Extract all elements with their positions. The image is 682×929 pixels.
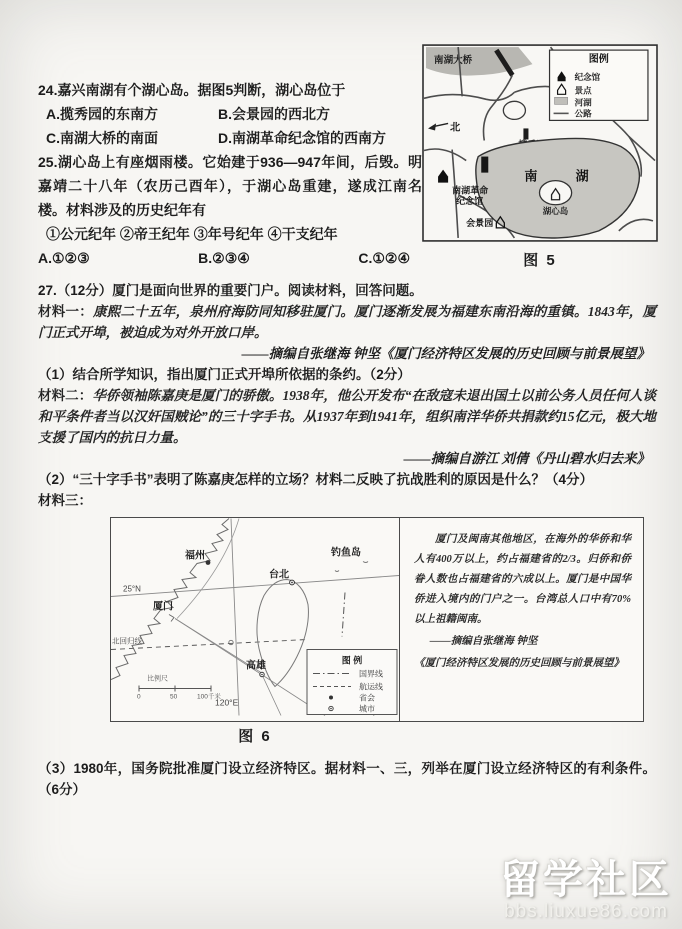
legend-city-icon-dot xyxy=(330,708,332,710)
q25-option-b: B.②③④ xyxy=(198,250,250,266)
q25-stem: 25.湖心岛上有座烟雨楼。它始建于936—947年间，后毁。明嘉靖二十八年（农历己酉年），于湖心岛重建，遂成江南名楼。材料涉及的历史纪年有 xyxy=(38,154,422,218)
huijingyuan-label: 会景园 xyxy=(466,217,494,228)
watermark-title: 留学社区 xyxy=(500,858,672,902)
material-1 xyxy=(38,301,656,343)
fujian-taiwan-map xyxy=(111,518,399,716)
material-3-source: ——摘编自张继海 钟坚 xyxy=(429,636,538,647)
scale-0: 0 xyxy=(137,693,141,701)
xiamen-label: 厦门 xyxy=(153,601,173,613)
q24-option-c: C.南湖大桥的南面 xyxy=(46,130,158,146)
scale-100: 100千米 xyxy=(197,693,221,701)
building-mark xyxy=(523,128,528,139)
map6-legend-title: 图 例 xyxy=(341,655,363,666)
q24-option-d: D.南湖革命纪念馆的西南方 xyxy=(218,130,386,146)
lat-25n-label: 25°N xyxy=(123,584,141,594)
material-1-source: ——摘编自张继海 钟坚《厦门经济特区发展的历史回顾与前景展望》 xyxy=(241,346,650,361)
material-2 xyxy=(38,385,656,448)
top-section xyxy=(0,0,682,270)
q25-options-row xyxy=(38,246,410,270)
figure6 xyxy=(110,517,644,722)
material-1-label: 材料一： xyxy=(38,304,93,319)
lake-label-left: 南 xyxy=(524,168,538,184)
figure5 xyxy=(422,44,658,270)
q24-stem: 24.嘉兴南湖有个湖心岛。据图5判断，湖心岛位于 xyxy=(38,82,346,98)
material-2-source: ——摘编自游江 刘倩《丹山碧水归去来》 xyxy=(403,451,650,466)
bridge-label: 南湖大桥 xyxy=(434,55,473,67)
taipei-marker-dot xyxy=(291,582,293,584)
q24-options-row1 xyxy=(38,102,422,126)
kaohsiung-marker-dot xyxy=(261,674,263,676)
q24-option-b: B.会景园的西北方 xyxy=(218,106,330,122)
q27-sub2: （2）“三十字手书”表明了陈嘉庚怎样的立场？材料二反映了抗战胜利的原因是什么？（4分） xyxy=(38,472,594,487)
pond xyxy=(503,101,525,119)
q27-sub3: （3）1980年，国务院批准厦门设立经济特区。据材料一、三，列举在厦门设立经济特区的有利条件。（6分） xyxy=(38,761,656,797)
material-2-label: 材料二： xyxy=(38,388,93,403)
map5-legend-title: 图例 xyxy=(588,54,609,66)
question-27 xyxy=(38,280,656,511)
watermark-url: bbs.liuxue86.com xyxy=(504,901,668,922)
q24-options-row2 xyxy=(38,126,422,150)
figure6-caption: 图 6 xyxy=(238,728,272,745)
q24-option-a: A.揽秀园的东南方 xyxy=(46,106,158,122)
kaohsiung-label: 高雄 xyxy=(246,660,266,672)
q25-items: ①公元纪年 ②帝王纪年 ③年号纪年 ④干支纪年 xyxy=(46,226,338,242)
material-3-label: 材料三： xyxy=(38,493,92,508)
island-label: 湖心岛 xyxy=(542,205,569,216)
legend-water-label: 河湖 xyxy=(574,97,592,108)
legend-memorial-label: 纪念馆 xyxy=(574,72,601,83)
material-1-text: 康熙二十五年，泉州府海防同知移驻厦门。厦门逐渐发展为福建东南沿海的重镇。1843年，厦门正式开埠，被迫成为对外开放口岸。 xyxy=(38,304,657,340)
q25-option-a: A.①②③ xyxy=(38,250,90,266)
q27-stem: 27.（12分）厦门是面向世界的重要门户。阅读材料，回答问题。 xyxy=(38,283,423,298)
material-3-text: 厦门及闽南其他地区，在海外的华侨和华人有400万以上，约占福建省的2/3。归侨和侨眷人数也占福建省的六成以上。厦门是中国华侨进入境内的门户之一。台湾总人口中有70%以上祖籍闽南。 xyxy=(414,534,631,625)
legend-shipping-label: 航运线 xyxy=(359,682,383,692)
legend-capital-icon xyxy=(329,696,333,700)
lake-label-right: 湖 xyxy=(575,168,589,184)
scale-50: 50 xyxy=(170,693,178,701)
q27-sub1: （1）结合所学知识，指出厦门正式开埠所依据的条约。（2分） xyxy=(38,367,411,382)
fuzhou-marker xyxy=(206,560,211,565)
diaoyu-label: 钓鱼岛 xyxy=(331,547,361,559)
questions-24-25 xyxy=(38,44,422,270)
legend-scenic-label: 景点 xyxy=(574,85,592,96)
legend-road-label: 公路 xyxy=(574,108,592,119)
watermark xyxy=(500,848,672,923)
scale-title: 比例尺 xyxy=(147,675,168,683)
legend-boundary-label: 国界线 xyxy=(359,669,383,679)
figure6-text-panel xyxy=(400,518,643,721)
memorial-label-2: 纪念馆 xyxy=(456,195,484,206)
lon-120e-label: 120°E xyxy=(215,697,239,708)
fuzhou-label: 福州 xyxy=(185,550,205,562)
legend-capital-label: 省会 xyxy=(359,693,375,703)
north-label: 北 xyxy=(450,122,461,134)
map6-legend xyxy=(307,650,397,715)
legend-water-icon xyxy=(555,97,568,104)
legend-city-label: 城市 xyxy=(359,704,375,714)
map5-legend xyxy=(550,50,648,120)
memorial-label-1: 南湖革命 xyxy=(452,185,489,196)
nanhu-map xyxy=(422,44,658,242)
lake-island xyxy=(539,181,571,205)
tropic-label: 北回归线 xyxy=(112,636,142,646)
q25-option-c: C.①②④ xyxy=(358,250,410,266)
figure6-map-cell xyxy=(111,518,400,721)
material-3-source-title: 《厦门经济特区发展的历史回顾与前景展望》 xyxy=(414,658,624,669)
taipei-label: 台北 xyxy=(269,569,289,581)
figure5-caption: 图 5 xyxy=(523,252,557,269)
west-shore-building xyxy=(481,157,488,173)
material-2-text: 华侨领袖陈嘉庚是厦门的骄傲。1938年，他公开发布“在敌寇未退出国土以前公务人员任何人谈和平条件者当以汉奸国贼论”的三十字手书。从1937年到1941年，组织南洋华侨共捐款约15亿元，极大地支援了国内的抗日力量。 xyxy=(38,388,657,445)
